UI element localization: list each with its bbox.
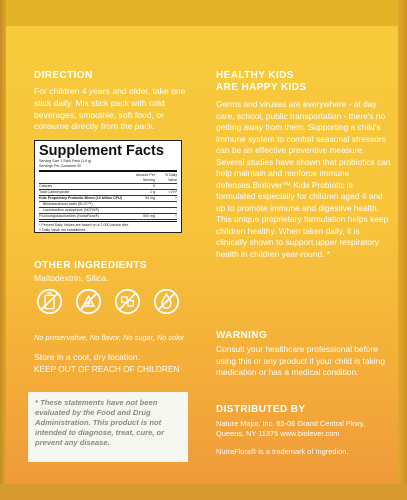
no-sugar-icon [114, 288, 141, 315]
direction-heading: DIRECTION [34, 70, 93, 81]
supplement-amount: 500 mg [143, 214, 155, 218]
free-from-icons [36, 288, 186, 316]
fda-notice-box [28, 392, 188, 462]
box-top-flap [6, 0, 404, 28]
supplement-row [39, 196, 177, 201]
warning-text: Consult your healthcare professional before using this or any product if your child is taking medication or has a medical condition. [216, 344, 385, 377]
supplement-name: Total Carbohydrate [39, 190, 70, 194]
no-color-icon [153, 288, 180, 315]
dv-header: % Daily Value [164, 173, 177, 182]
supplement-dv: † [175, 214, 177, 218]
supplement-dv: <1%* [168, 190, 177, 194]
supplement-amount [127, 208, 155, 213]
healthy-kids-text: Germs and viruses are everywhere - at day care, school, public transportation - there's no getting away from them. Supporting a child's immune system to combat seasonal stressors can be an effective preventive measure. Several studies have shown that probiotics can help maintain and reinforce immune defenses.Biolever™ Kids Probiotic is formulated especially for children aged 4 and up to promote immune and digestive health. This unique proprietary formulation helps keep children healthy. When taken daily, it is clinically shown to support upper respiratory health in children year-round. * [216, 99, 391, 259]
supplement-header-row [39, 173, 177, 183]
box-right-edge [398, 0, 407, 486]
no-list-caption: No preservative, No flavor, No sugar, No color [34, 333, 185, 342]
supplement-amount: 1 g [150, 190, 155, 194]
distributed-heading: DISTRIBUTED BY [216, 404, 306, 415]
supplement-footnote-na: † Daily Value not established. [39, 228, 87, 232]
no-preservative-icon [36, 288, 63, 315]
supplement-dv: † [175, 196, 177, 200]
supplement-rows [39, 184, 177, 220]
supplement-amount [127, 202, 155, 207]
other-ingredients-text: Maltodextrin, Silica. [34, 273, 109, 283]
supplement-name: Kids Proprietary Probiotic Blend (10 billion CFU) [39, 196, 122, 200]
supplement-dv [155, 202, 177, 207]
trademark-note: NutraFlora® is a trademark of Ingredion. [216, 447, 349, 456]
other-ingredients-heading: OTHER INGREDIENTS [34, 260, 147, 271]
supplement-amount: 54 mg [145, 196, 155, 200]
direction-text: For children 4 years and older, take one stick daily. Mix stick pack with cold beverages, smoothie, soft food, or consume directly from the pack. [34, 86, 186, 132]
supplement-dv [155, 184, 177, 189]
distributor-address: Nature Major, Inc. 65-06 Grand Central Pkwy, Queens, NY 11375 www.biolever.com [216, 419, 365, 438]
fda-notice-text: * These statements have not been evaluated by the Food and Drug Administration. This product is not intended to diagnose, treat, cure, or prevent any disease. [35, 398, 165, 447]
supplement-footnote-dv: * Percent Daily Values are based on a 2,000 calorie diet. [39, 223, 129, 227]
box-bottom-edge [0, 484, 407, 500]
happy-kids-heading: ARE HAPPY KIDS [216, 82, 307, 93]
supplement-name: Lactobacillus acidophilus (NCFM®) [43, 208, 100, 212]
keep-out-text: KEEP OUT OF REACH OF CHILDREN [34, 364, 180, 374]
serving-size: Serving Size 1 Stick Pack (1.8 g) [39, 159, 92, 163]
supplement-row [39, 184, 177, 189]
supplement-row [39, 202, 177, 207]
healthy-kids-heading: HEALTHY KIDS [216, 70, 294, 81]
supplement-dv [155, 208, 177, 213]
supplement-name: Calories [39, 184, 53, 188]
warning-heading: WARNING [216, 330, 268, 341]
supplement-name: Fructooligosaccharides (NutraFlora®) [39, 214, 99, 218]
supplement-name: Bifidobacterium lactis (BI-07™) [43, 202, 93, 206]
storage-text: Store in a cool, dry location. [34, 352, 141, 362]
supplement-facts-title: Supplement Facts [39, 143, 164, 159]
no-flavor-icon [75, 288, 102, 315]
supplement-row [39, 190, 177, 195]
amount-header: Amount Per Serving [136, 173, 155, 182]
supplement-facts-panel [34, 140, 182, 233]
supplement-row [39, 214, 177, 219]
supplement-row [39, 208, 177, 213]
supplement-amount: 5 [153, 184, 155, 188]
servings-per-container: Servings Per Container 30 [39, 164, 82, 168]
